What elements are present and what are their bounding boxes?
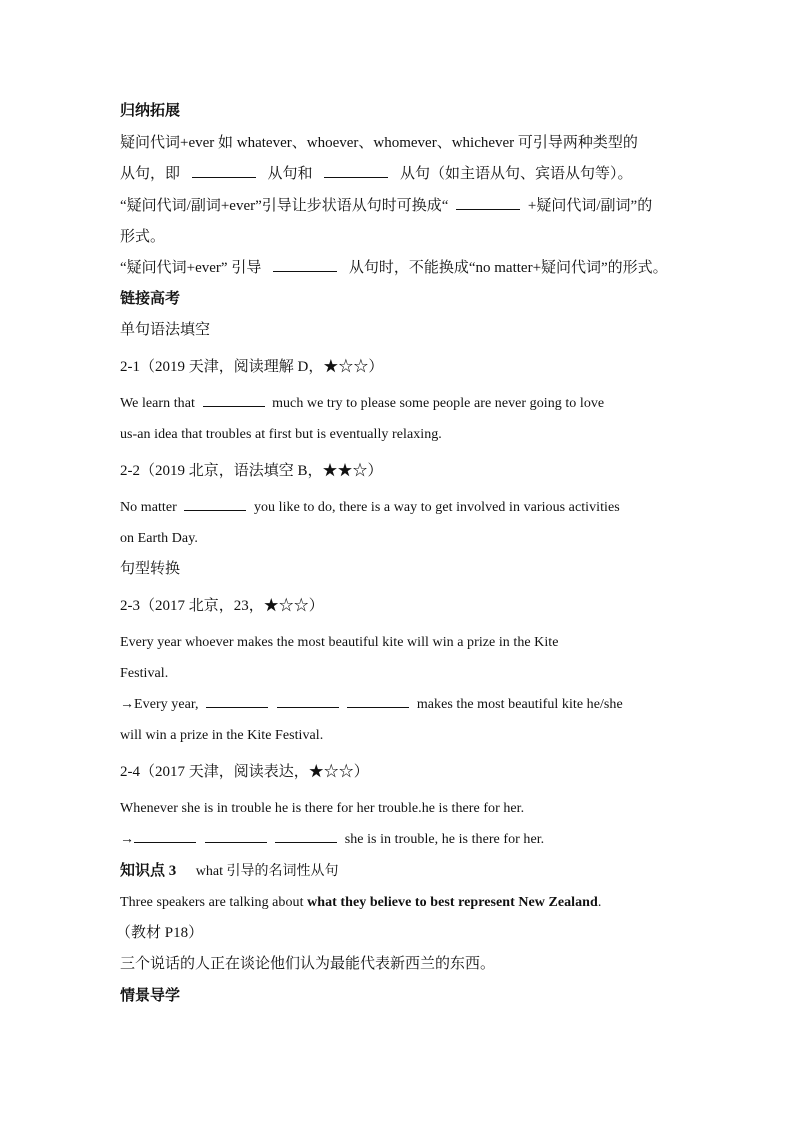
answer-blank: [275, 841, 337, 843]
question-2-2-line-2: on Earth Day.: [120, 531, 198, 546]
arrow: →: [120, 832, 135, 847]
text: No matter: [120, 500, 177, 515]
summary-line-5: [120, 261, 668, 276]
text: 从句和: [267, 166, 313, 182]
knowledge-point-label: 知识点 3: [120, 863, 177, 879]
question-2-4-line-1: Whenever she is in trouble he is there for her trouble.he is there for her.: [120, 801, 525, 816]
summary-line-3: [120, 199, 652, 214]
summary-line-2: [120, 167, 633, 182]
blank: [273, 270, 337, 272]
answer-blank: [206, 706, 268, 708]
text: 从句时，不能换成“no matter+疑问代词”的形式。: [348, 260, 668, 276]
example-translation: 三个说话的人正在谈论他们认为最能代表新西兰的东西。: [120, 956, 496, 972]
answer-blank: [277, 706, 339, 708]
summary-line-4: 形式。: [120, 229, 166, 245]
question-2-3-line-4: will win a prize in the Kite Festival.: [120, 728, 324, 743]
subheading-grammar-fill: 单句语法填空: [120, 322, 211, 338]
example-sentence: [120, 896, 601, 910]
text: Three speakers are talking about: [120, 895, 304, 910]
blank: [324, 176, 388, 178]
question-2-1-line-2: us-an idea that troubles at first but is eventually relaxing.: [120, 427, 442, 442]
text: she is in trouble, he is there for her.: [344, 832, 545, 847]
heading-situation-guide: 情景导学: [120, 988, 181, 1004]
answer-blank: [203, 405, 265, 407]
question-2-3-line-1: Every year whoever makes the most beautiful kite will win a prize in the Kite: [120, 635, 559, 650]
question-2-1-line-1: [120, 397, 604, 411]
question-2-2-label: 2-2（2019 北京，语法填空 B，★★☆）: [120, 463, 383, 479]
knowledge-point-3-heading: [120, 864, 338, 879]
bold-clause: what they believe to best represent New Zealand: [307, 895, 598, 910]
question-2-2-line-1: [120, 501, 620, 515]
heading-summary: 归纳拓展: [120, 103, 181, 119]
question-2-4-line-2: [120, 833, 544, 847]
text: “疑问代词/副词+ever”引导让步状语从句时可换成“: [120, 198, 449, 214]
question-2-4-label: 2-4（2017 天津，阅读表达，★☆☆）: [120, 764, 369, 780]
text: you like to do, there is a way to get involved in various activities: [253, 500, 620, 515]
blank: [456, 208, 520, 210]
answer-blank: [184, 509, 246, 511]
question-2-1-label: 2-1（2019 天津，阅读理解 D，★☆☆）: [120, 359, 384, 375]
text: 从句（如主语从句、宾语从句等）。: [400, 166, 633, 182]
text: +疑问代词/副词”的: [527, 198, 653, 214]
summary-line-1: 疑问代词+ever 如 whatever、whoever、whomever、whichever 可引导两种类型的: [120, 135, 638, 151]
subheading-sentence-transform: 句型转换: [120, 561, 181, 577]
question-2-3-line-2: Festival.: [120, 666, 169, 681]
knowledge-point-title: what 引导的名词性从句: [195, 864, 339, 879]
blank: [192, 176, 256, 178]
text: makes the most beautiful kite he/she: [416, 697, 623, 712]
text: We learn that: [120, 396, 195, 411]
text: 从句，即: [120, 166, 181, 182]
question-2-3-line-3: [120, 698, 623, 712]
textbook-source: （教材 P18）: [116, 925, 204, 941]
text: “疑问代词+ever” 引导: [120, 260, 262, 276]
text: .: [597, 895, 602, 910]
text: →Every year,: [120, 697, 199, 712]
answer-blank: [347, 706, 409, 708]
answer-blank: [205, 841, 267, 843]
text: much we try to please some people are never going to love: [272, 396, 605, 411]
heading-link-exam: 链接高考: [120, 291, 181, 307]
answer-blank: [134, 841, 196, 843]
question-2-3-label: 2-3（2017 北京，23，★☆☆）: [120, 598, 324, 614]
